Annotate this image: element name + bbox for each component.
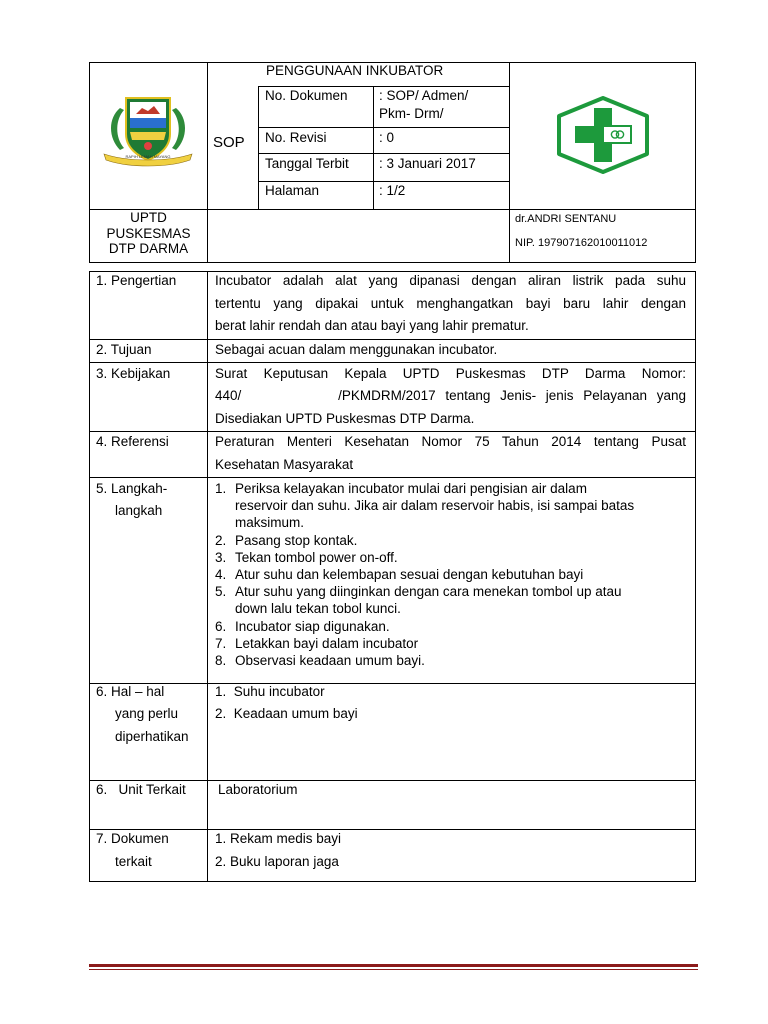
langkah-steps: [215, 480, 634, 669]
org-line-1: UPTD: [130, 210, 167, 225]
regency-logo-icon: [98, 88, 198, 172]
field-value-revisi: : 0: [379, 130, 395, 145]
label-hal-2: yang perlu: [115, 706, 179, 721]
referensi-line: Kesehatan Masyarakat: [215, 457, 354, 472]
signer-name: dr.ANDRI SENTANU: [515, 213, 617, 225]
label-referensi: 4. Referensi: [96, 434, 169, 449]
document-title: PENGGUNAAN INKUBATOR: [266, 63, 444, 78]
field-label-halaman: Halaman: [265, 183, 320, 198]
step-item: 6. Incubator siap digunakan.: [215, 618, 390, 634]
field-label-dokumen: No. Dokumen: [265, 88, 348, 103]
label-hal-1: 6. Hal – hal: [96, 684, 165, 699]
kebijakan-line: Surat Keputusan Kepala UPTD Puskesmas DTP Darma Nomor:: [215, 366, 686, 381]
field-label-revisi: No. Revisi: [265, 130, 327, 145]
org-line-2: PUSKESMAS: [106, 225, 191, 241]
step-item: 8. Observasi keadaan umum bayi.: [215, 653, 425, 669]
pengertian-line: berat lahir rendah dan atau bayi yang lahir prematur.: [215, 318, 529, 333]
unit-text: Laboratorium: [218, 782, 298, 797]
label-kebijakan: 3. Kebijakan: [96, 366, 171, 381]
label-tujuan: 2. Tujuan: [96, 342, 152, 357]
field-value-dokumen-2: Pkm- Drm/: [379, 106, 444, 121]
pengertian-line: Incubator adalah alat yang dipanasi dengan aliran listrik pada suhu: [215, 273, 686, 288]
footer-rule-thin: [89, 969, 698, 970]
pengertian-line: tertentu yang dipakai untuk menghangatkan bayi baru lahir dengan: [215, 296, 686, 311]
field-label-tanggal: Tanggal Terbit: [265, 156, 349, 171]
step-item: 5. Atur suhu yang diinginkan dengan cara menekan tombol up atau down lalu tekan tobol kunci.: [215, 584, 622, 617]
hal-item: 1. Suhu incubator: [215, 684, 325, 699]
field-value-dokumen-1: : SOP/ Admen/: [379, 88, 469, 103]
label-unit: 6. Unit Terkait: [96, 782, 186, 797]
kebijakan-line: 440/ /PKMDRM/2017 tentang Jenis- jenis Pelayanan yang: [215, 388, 686, 403]
step-item: 3. Tekan tombol power on-off.: [215, 549, 398, 565]
step-item: 1. Periksa kelayakan incubator mulai dari pengisian air dalam reservoir dan suhu. Jika air dalam reservoir habis, isi sampai batas maksimum.: [215, 481, 635, 531]
kebijakan-line: Disediakan UPTD Puskesmas DTP Darma.: [215, 411, 475, 426]
hal-item: 2. Keadaan umum bayi: [215, 706, 358, 721]
field-value-tanggal: : 3 Januari 2017: [379, 156, 476, 171]
label-langkah-2: langkah: [115, 503, 163, 518]
step-item: 7. Letakkan bayi dalam incubator: [215, 635, 419, 651]
label-langkah-1: 5. Langkah-: [96, 481, 168, 496]
sop-label: SOP: [213, 134, 245, 151]
label-dokumen-2: terkait: [115, 854, 152, 869]
field-value-halaman: : 1/2: [379, 183, 406, 198]
referensi-line: Peraturan Menteri Kesehatan Nomor 75 Tahun 2014 tentang Pusat: [215, 434, 686, 449]
label-dokumen-1: 7. Dokumen: [96, 831, 169, 846]
label-hal-3: diperhatikan: [115, 729, 189, 744]
org-line-3: DTP DARMA: [108, 241, 189, 256]
puskesmas-logo-icon: [557, 96, 649, 179]
logo-ribbon-text: RAPIH LEMAH MAYANG: [125, 154, 171, 159]
label-pengertian: 1. Pengertian: [96, 273, 177, 288]
dokumen-item: 2. Buku laporan jaga: [215, 854, 339, 869]
step-item: 4. Atur suhu dan kelembapan sesuai dengan kebutuhan bayi: [215, 567, 584, 583]
tujuan-text: Sebagai acuan dalam menggunakan incubator.: [215, 342, 498, 357]
dokumen-item: 1. Rekam medis bayi: [215, 831, 342, 846]
footer-rule: [89, 964, 698, 967]
step-item: 2. Pasang stop kontak.: [215, 532, 358, 548]
signer-nip: NIP. 197907162010011012: [515, 237, 648, 249]
